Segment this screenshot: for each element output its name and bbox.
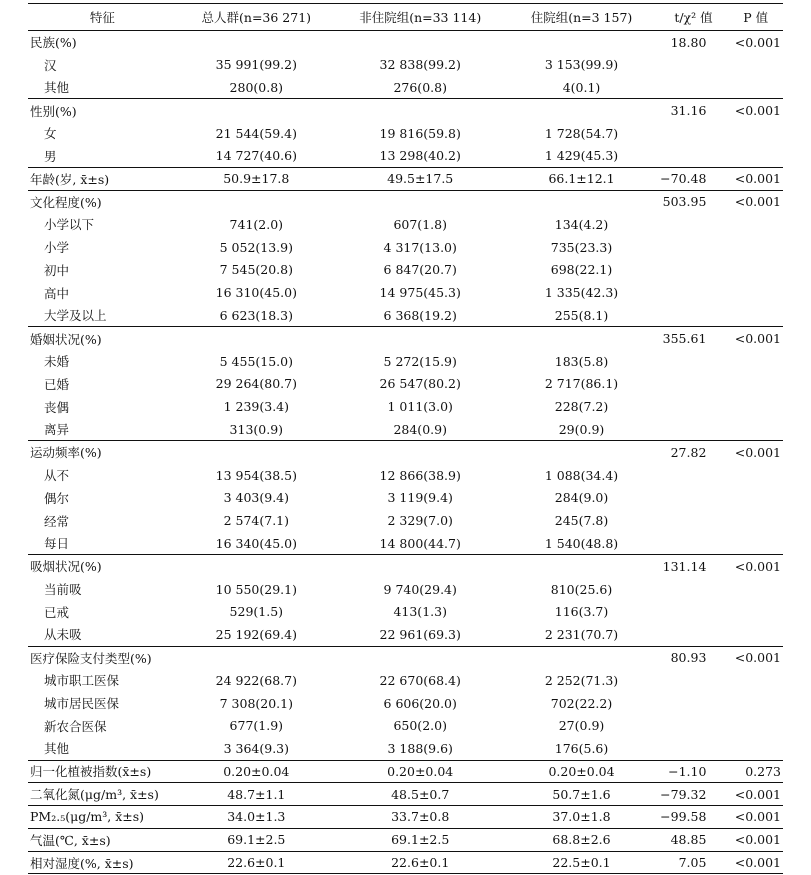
cell-statistic [659, 623, 729, 646]
cell-statistic [659, 486, 729, 509]
cell-statistic: −99.58 [659, 806, 729, 829]
cell-non-hospitalized: 19 816(59.8) [379, 125, 461, 141]
row-label: 城市居民医保 [44, 696, 120, 711]
cell-hospitalized: 22.5±0.1 [504, 851, 658, 874]
cell-total: 22.6±0.1 [177, 851, 336, 874]
cell-non-hospitalized: 48.5±0.7 [336, 783, 505, 806]
cell-total: 16 310(45.0) [215, 285, 297, 301]
cell-hospitalized: 176(5.6) [554, 740, 609, 756]
table-row [28, 760, 783, 783]
cell-statistic [659, 350, 729, 373]
row-label: 相对湿度(%, x̄±s) [28, 851, 177, 874]
row-label: 经常 [44, 513, 70, 529]
cell-non-hospitalized: 2 329(7.0) [387, 513, 453, 529]
cell-statistic [659, 669, 729, 692]
cell-total: 24 922(68.7) [215, 672, 297, 688]
cell-hospitalized: 1 540(48.8) [544, 535, 619, 551]
cell-hospitalized: 1 728(54.7) [544, 125, 619, 141]
table-row [28, 304, 783, 327]
cell-hospitalized: 37.0±1.8 [504, 806, 658, 829]
cell-p-value [728, 532, 783, 555]
table-row [28, 350, 783, 373]
cell-hospitalized: 255(8.1) [554, 307, 609, 323]
col-header-total: 总人群(n=36 271) [177, 4, 336, 31]
cell-non-hospitalized: 22 961(69.3) [379, 626, 461, 642]
cell-hospitalized: 134(4.2) [554, 216, 609, 232]
cell-total: 0.20±0.04 [177, 760, 336, 783]
cell-non-hospitalized: 26 547(80.2) [379, 376, 461, 392]
table-row [28, 31, 783, 54]
cell-non-hospitalized: 13 298(40.2) [379, 148, 461, 164]
row-label: 丧偶 [44, 399, 70, 415]
cell-p-value: <0.001 [728, 806, 783, 829]
cell-total [177, 31, 336, 54]
cell-non-hospitalized: 0.20±0.04 [336, 760, 505, 783]
cell-non-hospitalized: 4 317(13.0) [383, 239, 457, 255]
cell-non-hospitalized: 5 272(15.9) [383, 353, 457, 369]
cell-statistic [659, 578, 729, 601]
cell-statistic: −79.32 [659, 783, 729, 806]
cell-statistic [659, 395, 729, 418]
row-label: 小学 [44, 240, 70, 256]
cell-non-hospitalized: 22.6±0.1 [336, 851, 505, 874]
baseline-characteristics-table [28, 3, 783, 874]
cell-non-hospitalized: 9 740(29.4) [383, 581, 457, 597]
cell-p-value [728, 395, 783, 418]
cell-hospitalized [504, 99, 658, 122]
cell-non-hospitalized [336, 441, 505, 464]
row-label: 已婚 [44, 376, 70, 392]
cell-statistic [659, 692, 729, 715]
row-label: 归一化植被指数(x̄±s) [28, 760, 177, 783]
cell-hospitalized: 735(23.3) [550, 239, 613, 255]
cell-hospitalized [504, 441, 658, 464]
cell-p-value: <0.001 [728, 441, 783, 464]
cell-hospitalized: 66.1±12.1 [504, 167, 658, 190]
table-row [28, 99, 783, 122]
table-row [28, 828, 783, 851]
cell-non-hospitalized: 6 606(20.0) [383, 695, 457, 711]
table-row [28, 167, 783, 190]
cell-total: 10 550(29.1) [215, 581, 297, 597]
cell-p-value: <0.001 [728, 190, 783, 213]
cell-statistic: 503.95 [659, 190, 729, 213]
cell-statistic: 18.80 [659, 31, 729, 54]
cell-total [177, 441, 336, 464]
table-row [28, 372, 783, 395]
table-row [28, 692, 783, 715]
cell-non-hospitalized [336, 99, 505, 122]
cell-total: 6 623(18.3) [219, 307, 293, 323]
cell-p-value [728, 578, 783, 601]
cell-statistic [659, 532, 729, 555]
table-row [28, 783, 783, 806]
cell-total: 48.7±1.1 [177, 783, 336, 806]
col-header-non-hospitalized: 非住院组(n=33 114) [336, 4, 505, 31]
cell-non-hospitalized: 14 975(45.3) [379, 285, 461, 301]
cell-statistic [659, 372, 729, 395]
cell-total: 69.1±2.5 [177, 828, 336, 851]
cell-total: 5 455(15.0) [219, 353, 293, 369]
cell-hospitalized: 702(22.2) [550, 695, 613, 711]
table-row [28, 646, 783, 669]
table-row [28, 122, 783, 145]
table-row [28, 509, 783, 532]
cell-non-hospitalized: 284(0.9) [393, 421, 447, 437]
cell-p-value: 0.273 [728, 760, 783, 783]
cell-total [177, 555, 336, 578]
cell-total: 3 364(9.3) [223, 740, 289, 756]
cell-hospitalized [504, 646, 658, 669]
cell-non-hospitalized: 32 838(99.2) [379, 57, 461, 73]
cell-total: 2 574(7.1) [223, 513, 289, 529]
cell-statistic [659, 53, 729, 76]
cell-p-value: <0.001 [728, 828, 783, 851]
table-row [28, 327, 783, 350]
cell-statistic [659, 122, 729, 145]
cell-total: 5 052(13.9) [219, 239, 293, 255]
cell-statistic [659, 76, 729, 99]
cell-hospitalized: 0.20±0.04 [504, 760, 658, 783]
cell-p-value [728, 144, 783, 167]
row-label: 女 [44, 126, 57, 142]
cell-p-value: <0.001 [728, 783, 783, 806]
cell-statistic [659, 144, 729, 167]
cell-non-hospitalized: 12 866(38.9) [379, 467, 461, 483]
cell-hospitalized [504, 31, 658, 54]
cell-non-hospitalized: 49.5±17.5 [336, 167, 505, 190]
row-label: 婚姻状况(%) [28, 327, 177, 350]
cell-total: 13 954(38.5) [215, 467, 297, 483]
cell-p-value [728, 76, 783, 99]
table-row [28, 714, 783, 737]
row-label: 男 [44, 148, 57, 164]
cell-statistic: 131.14 [659, 555, 729, 578]
cell-hospitalized: 116(3.7) [554, 604, 609, 620]
row-label: PM₂.₅(μg/m³, x̄±s) [28, 806, 177, 829]
row-label: 新农合医保 [44, 718, 107, 734]
cell-hospitalized [504, 190, 658, 213]
cell-statistic: 48.85 [659, 828, 729, 851]
table-row [28, 190, 783, 213]
row-label: 吸烟状况(%) [28, 555, 177, 578]
cell-p-value [728, 509, 783, 532]
cell-statistic: −70.48 [659, 167, 729, 190]
cell-hospitalized: 2 252(71.3) [544, 672, 619, 688]
cell-statistic [659, 281, 729, 304]
cell-non-hospitalized: 6 847(20.7) [383, 262, 457, 278]
row-label: 离异 [44, 422, 70, 438]
table-row [28, 555, 783, 578]
row-label: 民族(%) [28, 31, 177, 54]
cell-statistic [659, 714, 729, 737]
cell-total: 3 403(9.4) [223, 490, 289, 506]
cell-non-hospitalized: 6 368(19.2) [383, 307, 457, 323]
cell-total: 1 239(3.4) [223, 399, 289, 415]
row-label: 其他 [44, 741, 70, 757]
cell-total: 7 545(20.8) [219, 262, 293, 278]
cell-non-hospitalized: 3 119(9.4) [387, 490, 453, 506]
cell-non-hospitalized: 413(1.3) [393, 604, 447, 620]
col-header-feature: 特征 [28, 4, 177, 31]
cell-hospitalized: 4(0.1) [562, 79, 601, 95]
cell-total [177, 646, 336, 669]
table-row [28, 464, 783, 487]
cell-hospitalized: 245(7.8) [554, 513, 609, 529]
row-label: 已戒 [44, 604, 70, 620]
cell-statistic: 355.61 [659, 327, 729, 350]
cell-total: 7 308(20.1) [219, 695, 293, 711]
row-label: 二氧化氮(μg/m³, x̄±s) [28, 783, 177, 806]
cell-non-hospitalized: 1 011(3.0) [387, 399, 453, 415]
cell-total: 50.9±17.8 [177, 167, 336, 190]
cell-hospitalized: 29(0.9) [558, 421, 605, 437]
table-row [28, 851, 783, 874]
cell-p-value [728, 714, 783, 737]
cell-total [177, 99, 336, 122]
cell-p-value: <0.001 [728, 327, 783, 350]
row-label: 从未吸 [44, 627, 82, 643]
table-row [28, 144, 783, 167]
cell-p-value [728, 122, 783, 145]
row-label: 每日 [44, 536, 70, 552]
cell-total: 280(0.8) [229, 79, 284, 95]
cell-hospitalized: 1 335(42.3) [544, 285, 619, 301]
cell-statistic [659, 213, 729, 236]
cell-p-value [728, 236, 783, 259]
row-label: 偶尔 [44, 490, 70, 506]
table-row [28, 213, 783, 236]
cell-p-value: <0.001 [728, 851, 783, 874]
cell-hospitalized: 3 153(99.9) [544, 57, 619, 73]
cell-statistic [659, 509, 729, 532]
cell-statistic: −1.10 [659, 760, 729, 783]
cell-non-hospitalized: 276(0.8) [393, 79, 447, 95]
table-row [28, 486, 783, 509]
cell-statistic [659, 304, 729, 327]
cell-hospitalized: 68.8±2.6 [504, 828, 658, 851]
row-label: 运动频率(%) [28, 441, 177, 464]
cell-total: 34.0±1.3 [177, 806, 336, 829]
row-label: 初中 [44, 262, 70, 278]
table-row [28, 623, 783, 646]
table-row [28, 737, 783, 760]
cell-p-value: <0.001 [728, 99, 783, 122]
cell-p-value [728, 692, 783, 715]
cell-total: 741(2.0) [229, 216, 284, 232]
row-label: 城市职工医保 [44, 673, 120, 689]
cell-p-value [728, 486, 783, 509]
cell-p-value [728, 600, 783, 623]
cell-p-value [728, 623, 783, 646]
table-row [28, 236, 783, 259]
table-row [28, 669, 783, 692]
cell-statistic: 7.05 [659, 851, 729, 874]
row-label: 大学及以上 [44, 308, 107, 324]
cell-hospitalized: 50.7±1.6 [504, 783, 658, 806]
cell-statistic [659, 737, 729, 760]
cell-p-value: <0.001 [728, 646, 783, 669]
cell-p-value [728, 372, 783, 395]
row-label: 性别(%) [28, 99, 177, 122]
row-label: 医疗保险支付类型(%) [28, 646, 177, 669]
cell-non-hospitalized: 607(1.8) [393, 216, 447, 232]
cell-non-hospitalized [336, 555, 505, 578]
row-label: 年龄(岁, x̄±s) [28, 167, 177, 190]
cell-hospitalized: 228(7.2) [554, 399, 609, 415]
cell-p-value: <0.001 [728, 167, 783, 190]
col-header-p-value: P 值 [728, 4, 783, 31]
table-row [28, 281, 783, 304]
cell-p-value [728, 737, 783, 760]
cell-hospitalized: 2 717(86.1) [544, 376, 619, 392]
cell-hospitalized: 284(9.0) [554, 490, 609, 506]
table-row [28, 395, 783, 418]
col-header-statistic: t/χ² 值 [659, 4, 729, 31]
cell-non-hospitalized: 69.1±2.5 [336, 828, 505, 851]
row-label: 气温(℃, x̄±s) [28, 828, 177, 851]
cell-total: 529(1.5) [229, 604, 284, 620]
cell-total [177, 190, 336, 213]
cell-statistic [659, 418, 729, 441]
cell-non-hospitalized: 22 670(68.4) [379, 672, 461, 688]
cell-total: 677(1.9) [229, 718, 284, 734]
table-row [28, 532, 783, 555]
row-label: 高中 [44, 285, 70, 301]
cell-p-value [728, 350, 783, 373]
row-label: 未婚 [44, 354, 70, 370]
cell-non-hospitalized: 14 800(44.7) [379, 535, 461, 551]
table-row [28, 76, 783, 99]
table-row [28, 578, 783, 601]
cell-p-value [728, 258, 783, 281]
cell-non-hospitalized: 3 188(9.6) [387, 740, 453, 756]
cell-statistic: 80.93 [659, 646, 729, 669]
table-row [28, 53, 783, 76]
table-body [28, 31, 783, 874]
table-row [28, 441, 783, 464]
row-label: 汉 [44, 57, 57, 73]
cell-non-hospitalized: 33.7±0.8 [336, 806, 505, 829]
cell-total: 313(0.9) [229, 421, 284, 437]
cell-hospitalized: 183(5.8) [554, 353, 609, 369]
cell-total: 35 991(99.2) [215, 57, 297, 73]
cell-hospitalized: 2 231(70.7) [544, 626, 619, 642]
cell-statistic: 27.82 [659, 441, 729, 464]
cell-statistic [659, 600, 729, 623]
cell-p-value: <0.001 [728, 555, 783, 578]
cell-p-value [728, 53, 783, 76]
cell-p-value [728, 669, 783, 692]
cell-statistic [659, 464, 729, 487]
table-row [28, 806, 783, 829]
cell-p-value [728, 304, 783, 327]
row-label: 从不 [44, 468, 70, 484]
cell-non-hospitalized [336, 327, 505, 350]
table-row [28, 258, 783, 281]
table-row [28, 600, 783, 623]
cell-p-value [728, 281, 783, 304]
cell-non-hospitalized [336, 31, 505, 54]
cell-hospitalized: 27(0.9) [558, 718, 605, 734]
col-header-hospitalized: 住院组(n=3 157) [504, 4, 658, 31]
row-label: 其他 [44, 80, 70, 96]
row-label: 文化程度(%) [28, 190, 177, 213]
cell-total: 14 727(40.6) [215, 148, 297, 164]
cell-total: 25 192(69.4) [215, 626, 297, 642]
cell-p-value [728, 418, 783, 441]
cell-statistic [659, 258, 729, 281]
cell-hospitalized [504, 327, 658, 350]
row-label: 当前吸 [44, 582, 82, 598]
cell-total: 29 264(80.7) [215, 376, 297, 392]
cell-hospitalized: 1 088(34.4) [544, 467, 619, 483]
cell-non-hospitalized: 650(2.0) [393, 718, 447, 734]
cell-total [177, 327, 336, 350]
cell-p-value: <0.001 [728, 31, 783, 54]
cell-statistic [659, 236, 729, 259]
cell-p-value [728, 213, 783, 236]
cell-non-hospitalized [336, 190, 505, 213]
table-header-row [28, 4, 783, 31]
cell-total: 16 340(45.0) [215, 535, 297, 551]
cell-p-value [728, 464, 783, 487]
cell-total: 21 544(59.4) [215, 125, 297, 141]
row-label: 小学以下 [44, 217, 95, 233]
cell-hospitalized: 698(22.1) [550, 262, 613, 278]
cell-non-hospitalized [336, 646, 505, 669]
table-row [28, 418, 783, 441]
cell-statistic: 31.16 [659, 99, 729, 122]
cell-hospitalized: 1 429(45.3) [544, 148, 619, 164]
cell-hospitalized [504, 555, 658, 578]
cell-hospitalized: 810(25.6) [550, 581, 613, 597]
